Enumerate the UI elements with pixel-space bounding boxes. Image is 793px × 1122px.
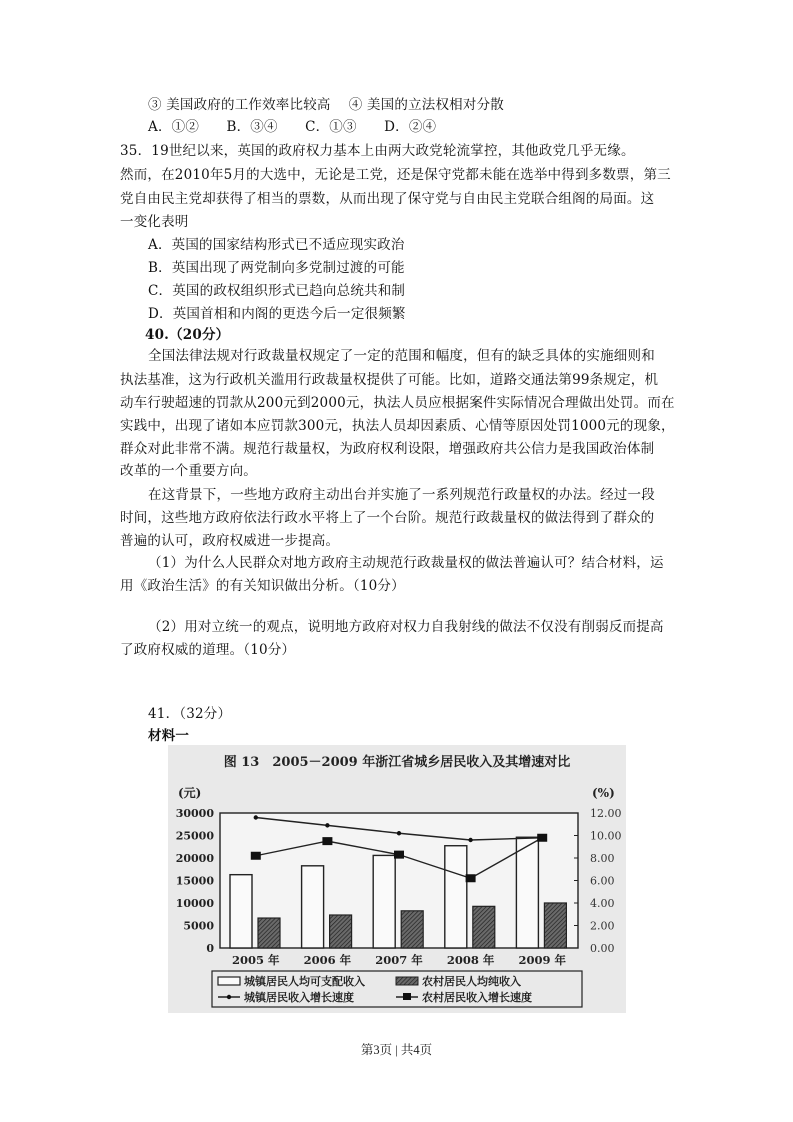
bar-urban-income [230, 875, 252, 948]
text-line: 执法基准，这为行政机关滥用行政裁量权提供了可能。比如，道路交通法第99条规定，机 [120, 372, 659, 388]
point-rural-growth [537, 834, 547, 842]
legend-label: 城镇居民人均可支配收入 [244, 975, 365, 988]
bar-rural-income [258, 918, 280, 948]
legend-marker-rural-growth [403, 993, 411, 1000]
text-line: 普遍的认可，政府权威进一步提高。 [120, 533, 340, 549]
x-tick-label: 2005 年 [232, 953, 280, 967]
text-line: C．英国的政权组织形式已趋向总统共和制 [148, 283, 406, 299]
page-footer: 第3页 | 共4页 [360, 1043, 433, 1057]
point-rural-growth [322, 837, 332, 845]
y2-tick-label: 12.00 [590, 807, 622, 820]
y-tick-label: 5000 [183, 919, 214, 933]
y2-tick-label: 0.00 [590, 942, 615, 955]
text-line: （1）为什么人民群众对地方政府主动规范行政裁量权的做法普遍认可？结合材料，运 [148, 555, 664, 571]
point-urban-growth [397, 831, 401, 835]
text-line: 了政府权威的道理。（10分） [120, 642, 296, 658]
point-urban-growth [325, 823, 329, 827]
text-line: D．英国首相和内阁的更迭今后一定很频繁 [148, 306, 406, 322]
y2-tick-label: 8.00 [590, 852, 615, 865]
bar-rural-income [473, 906, 495, 948]
bar-urban-income [445, 846, 467, 948]
figure-13-chart [168, 745, 626, 1013]
y2-tick-label: 2.00 [590, 919, 615, 933]
y-tick-label: 0 [206, 942, 214, 955]
chart-canvas [168, 745, 626, 1013]
bar-rural-income [330, 915, 352, 948]
y-axis-unit: (元) [178, 786, 202, 800]
y-tick-label: 15000 [175, 874, 214, 888]
x-tick-label: 2007 年 [375, 953, 423, 967]
point-rural-growth [466, 874, 476, 882]
question-heading: 40.（20分） [145, 327, 230, 343]
material-heading: 材料一 [148, 728, 190, 744]
y2-axis-unit: (%) [592, 786, 615, 800]
legend-label: 城镇居民收入增长速度 [244, 991, 354, 1004]
y-tick-label: 30000 [175, 807, 214, 820]
y2-tick-label: 6.00 [590, 874, 615, 888]
point-urban-growth [254, 815, 258, 819]
text-line: 群众对此非常不满。规范行裁量权，为政府权利设限，增强政府共公信力是我国政治体制 [120, 441, 655, 457]
text-line: 党自由民主党却获得了相当的票数，从而出现了保守党与自由民主党联合组阁的局面。这 [120, 191, 655, 207]
text-line: B．英国出现了两党制向多党制过渡的可能 [148, 260, 405, 276]
text-line: （2）用对立统一的观点，说明地方政府对权力自我射线的做法不仅没有削弱反而提高 [148, 619, 664, 635]
legend-marker-urban-growth [227, 995, 231, 999]
bar-urban-income [516, 837, 538, 948]
text-line: 时间，这些地方政府依法行政水平将上了一个台阶。规范行政裁量权的做法得到了群众的 [120, 510, 655, 526]
text-line: 实践中，出现了诸如本应罚款300元，执法人员却因素质、心情等原因处罚1000元的现象， [120, 418, 675, 434]
text-line: A．①② B．③④ C．①③ D．②④ [148, 119, 437, 135]
x-tick-label: 2009 年 [518, 953, 566, 967]
bar-rural-income [401, 911, 423, 948]
legend-swatch-urban-income [218, 977, 240, 985]
y2-tick-label: 10.00 [590, 829, 622, 843]
bar-rural-income [544, 903, 566, 948]
question-heading: 41．（32分） [148, 706, 232, 722]
text-line: 动车行驶超速的罚款从200元到2000元，执法人员应根据案件实际情况合理做出处罚。而在 [120, 395, 675, 411]
text-line: 在这背景下，一些地方政府主动出台并实施了一系列规范行政量权的办法。经过一段 [148, 487, 655, 503]
x-tick-label: 2006 年 [303, 953, 352, 967]
bar-urban-income [302, 866, 324, 948]
y-tick-label: 10000 [175, 897, 214, 910]
legend-label: 农村居民收入增长速度 [422, 991, 532, 1004]
text-line: ③ 美国政府的工作效率比较高 ④ 美国的立法权相对分散 [148, 97, 504, 113]
text-line: 35．19世纪以来，英国的政府权力基本上由两大政党轮流掌控，其他政党几乎无缘。 [120, 143, 635, 159]
legend-swatch-rural-income [396, 977, 418, 985]
text-line: 然而，在2010年5月的大选中，无论是工党，还是保守党都未能在选举中得到多数票，第三 [120, 167, 671, 183]
y-tick-label: 20000 [175, 852, 214, 865]
legend-label: 农村居民人均纯收入 [422, 975, 521, 988]
chart-title: 图 13 2005－2009 年浙江省城乡居民收入及其增速对比 [223, 755, 571, 770]
bar-urban-income [373, 855, 395, 948]
y-tick-label: 25000 [175, 829, 214, 843]
point-urban-growth [468, 838, 472, 842]
text-line: 改革的一个重要方向。 [120, 463, 257, 479]
point-rural-growth [394, 851, 404, 859]
text-line: A．英国的国家结构形式已不适应现实政治 [148, 237, 405, 253]
text-line: 一变化表明 [120, 214, 189, 230]
point-rural-growth [251, 852, 261, 860]
y2-tick-label: 4.00 [590, 897, 615, 910]
text-line: 用《政治生活》的有关知识做出分析。（10分） [120, 578, 405, 594]
text-line: 全国法律法规对行政裁量权规定了一定的范围和幅度，但有的缺乏具体的实施细则和 [148, 348, 655, 364]
x-tick-label: 2008 年 [446, 953, 495, 967]
